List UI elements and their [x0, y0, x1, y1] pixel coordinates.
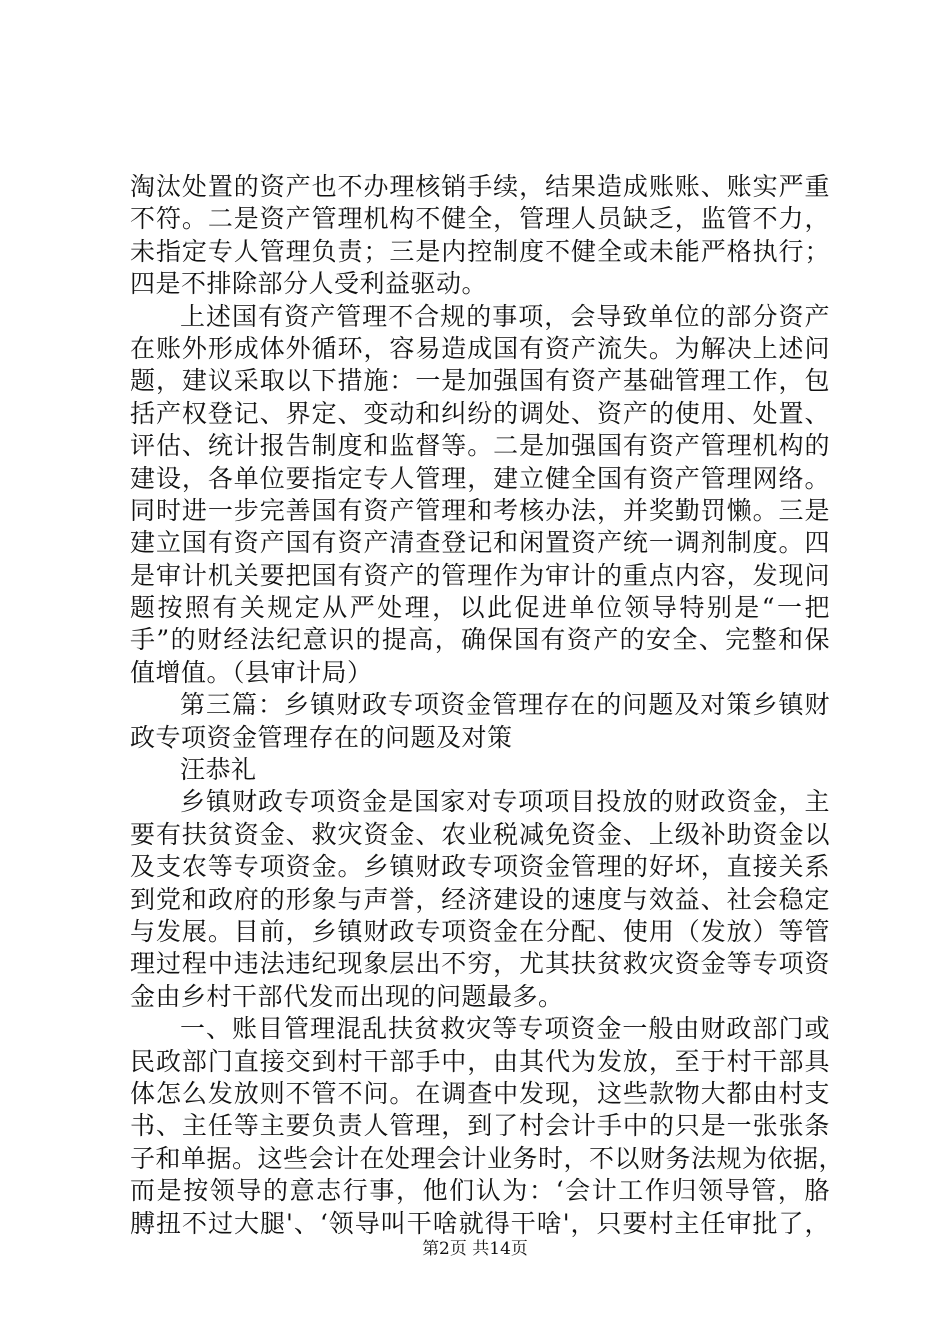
text-line: 民政部门直接交到村干部手中，由其代为发放，至于村干部具 [130, 1046, 830, 1076]
text-line: 题按照有关规定从严处理，以此促进单位领导特别是“一把 [130, 593, 830, 623]
text-line: 到党和政府的形象与声誉，经济建设的速度与效益、社会稳定 [130, 884, 830, 914]
text-line: 体怎么发放则不管不问。在调查中发现，这些款物大都由村支 [130, 1078, 830, 1108]
text-line: 题，建议采取以下措施：一是加强国有资产基础管理工作，包 [130, 366, 830, 396]
text-line: 要有扶贫资金、救灾资金、农业税减免资金、上级补助资金以 [130, 819, 830, 849]
text-line: 四是不排除部分人受利益驱动。 [130, 269, 488, 299]
text-line: 值增值。（县审计局） [130, 657, 373, 687]
text-line: 括产权登记、界定、变动和纠纷的调处、资产的使用、处置、 [130, 398, 830, 428]
text-line: 而是按领导的意志行事，他们认为：‘会计工作归领导管，胳 [130, 1176, 830, 1206]
text-line: 评估、统计报告制度和监督等。二是加强国有资产管理机构的 [130, 431, 830, 461]
page-footer: 第2页 共14页 [422, 1239, 528, 1259]
text-line: 第三篇：乡镇财政专项资金管理存在的问题及对策乡镇财 [180, 690, 830, 720]
text-line: 建设，各单位要指定专人管理，建立健全国有资产管理网络。 [130, 463, 830, 493]
text-line: 一、账目管理混乱扶贫救灾等专项资金一般由财政部门或 [180, 1014, 830, 1044]
text-line: 是审计机关要把国有资产的管理作为审计的重点内容，发现问 [130, 560, 830, 590]
text-line: 子和单据。这些会计在处理会计业务时，不以财务法规为依据， [130, 1143, 845, 1173]
text-line: 及支农等专项资金。乡镇财政专项资金管理的好坏，直接关系 [130, 852, 830, 882]
text-line: 手”的财经法纪意识的提高，确保国有资产的安全、完整和保 [130, 625, 830, 655]
text-line: 汪恭礼 [180, 755, 257, 785]
document-body [130, 171, 845, 1240]
text-line: 建立国有资产国有资产清查登记和闲置资产统一调剂制度。四 [130, 528, 830, 558]
text-line: 理过程中违法违纪现象层出不穷，尤其扶贫救灾资金等专项资 [130, 949, 830, 979]
text-line: 政专项资金管理存在的问题及对策 [130, 722, 513, 752]
text-line: 同时进一步完善国有资产管理和考核办法，并奖勤罚懒。三是 [130, 495, 830, 525]
text-line: 淘汰处置的资产也不办理核销手续，结果造成账账、账实严重 [130, 172, 830, 201]
text-line: 金由乡村干部代发而出现的问题最多。 [130, 981, 564, 1011]
text-line: 上述国有资产管理不合规的事项，会导致单位的部分资产 [180, 301, 830, 331]
text-line: 乡镇财政专项资金是国家对专项项目投放的财政资金，主 [180, 787, 830, 817]
text-line: 膊扭不过大腿'、‘领导叫干啥就得干啥'，只要村主任审批了， [130, 1208, 830, 1238]
text-line: 在账外形成体外循环，容易造成国有资产流失。为解决上述问 [130, 333, 830, 363]
text-line: 未指定专人管理负责；三是内控制度不健全或未能严格执行； [130, 236, 830, 266]
text-line: 不符。二是资产管理机构不健全，管理人员缺乏，监管不力， [130, 204, 830, 234]
text-line: 与发展。目前，乡镇财政专项资金在分配、使用（发放）等管 [130, 916, 830, 946]
text-line: 书、主任等主要负责人管理，到了村会计手中的只是一张张条 [130, 1111, 830, 1141]
